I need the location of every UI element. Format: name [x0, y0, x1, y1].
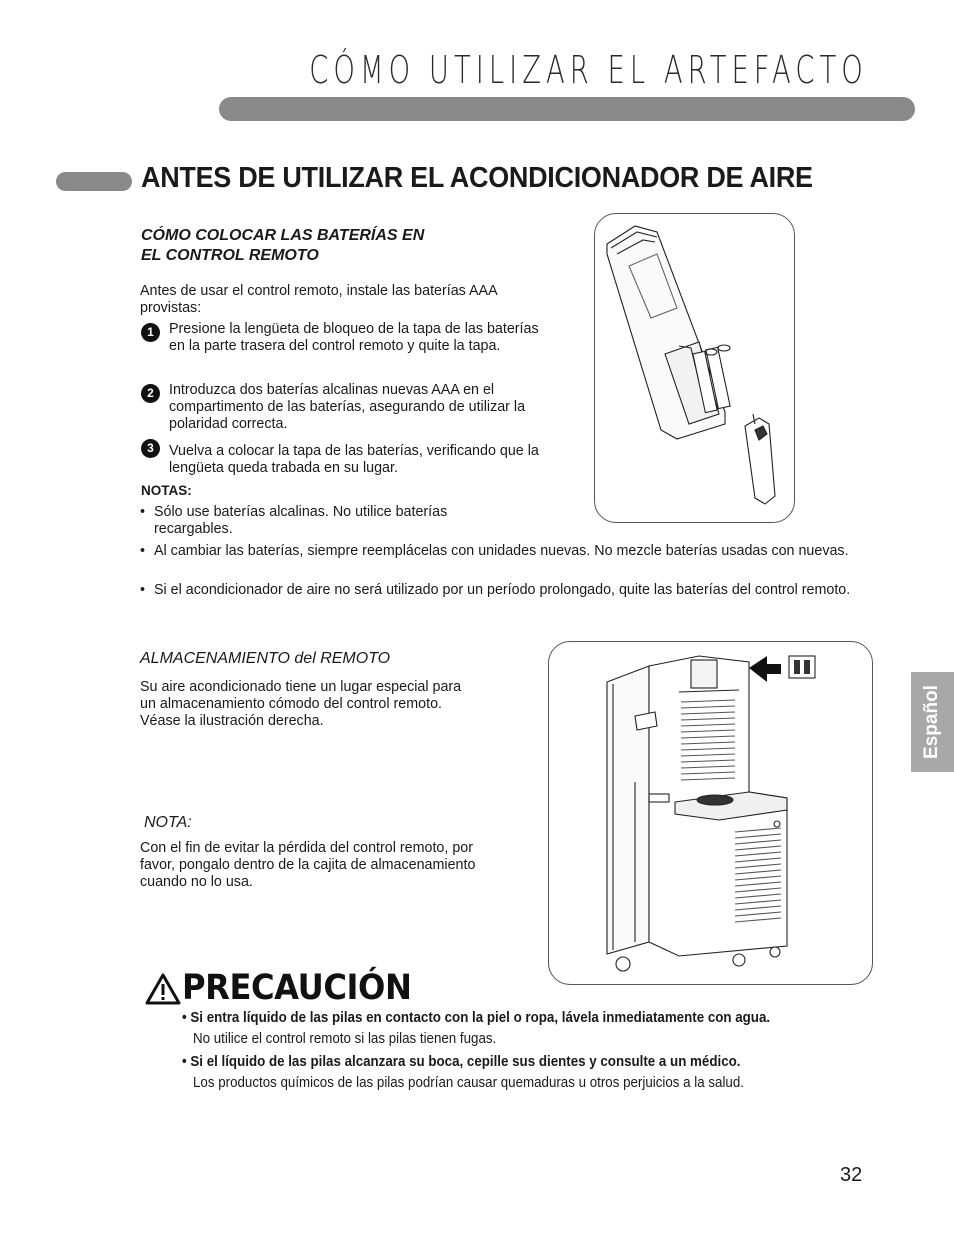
bullet: •	[140, 582, 146, 598]
remote-control-drawing	[595, 214, 794, 522]
caution-item-2-normal: Los productos químicos de las pilas podrían causar quemaduras u otros perjuicios a la salud.	[193, 1075, 744, 1091]
step-number-1: 1	[141, 323, 160, 342]
storage-body: Su aire acondicionado tiene un lugar especial para un almacenamiento cómodo del control remoto. Véase la ilustración derecha.	[140, 679, 462, 729]
caution-title: PRECAUCIÓN	[182, 968, 412, 1008]
note-text: Sólo use baterías alcalinas. No utilice baterías recargables.	[154, 504, 448, 537]
notes-label: NOTAS:	[141, 483, 192, 498]
section-title: ANTES DE UTILIZAR EL ACONDICIONADOR DE AIRE	[141, 162, 813, 194]
page-title: CÓMO UTILIZAR EL ARTEFACTO	[309, 48, 868, 92]
batteries-heading: CÓMO COLOCAR LAS BATERÍAS EN EL CONTROL REMOTO	[141, 227, 425, 264]
section-pill-decoration	[56, 172, 132, 191]
title-bar-decoration	[219, 97, 915, 121]
step-text-2: Introduzca dos baterías alcalinas nuevas AAA en el compartimento de las baterías, asegurando de utilizar la polaridad correcta.	[169, 382, 526, 432]
caution-item-2	[182, 1054, 740, 1070]
caution-item-1-bold: Si entra líquido de las pilas en contacto con la piel o ropa, lávela inmediatamente con agua.	[190, 1010, 771, 1026]
language-tab-label: Español	[921, 685, 942, 759]
nota-heading: NOTA:	[144, 814, 192, 831]
step-text-1: Presione la lengüeta de bloqueo de la tapa de las baterías en la parte trasera del control remoto y quite la tapa.	[169, 321, 539, 354]
nota-body: Con el fin de evitar la pérdida del control remoto, por favor, pongalo dentro de la cajita de almacenamiento cuando no lo usa.	[140, 840, 476, 890]
page-number: 32	[840, 1164, 863, 1186]
caution-item-1	[182, 1010, 770, 1026]
caution-item-1-normal: No utilice el control remoto si las pilas tienen fugas.	[193, 1031, 497, 1047]
note-text: Al cambiar las baterías, siempre reemplácelas con unidades nuevas. No mezcle baterías usadas con nuevas.	[154, 543, 849, 559]
step-text-3: Vuelva a colocar la tapa de las baterías, verificando que la lengüeta queda trabada en su lugar.	[169, 443, 539, 476]
storage-heading: ALMACENAMIENTO del REMOTO	[140, 650, 391, 667]
air-conditioner-illustration	[548, 641, 873, 985]
caution-item-2-bold: Si el líquido de las pilas alcanzara su boca, cepille sus dientes y consulte a un médico.	[190, 1054, 741, 1070]
batteries-intro: Antes de usar el control remoto, instale las baterías AAA provistas:	[140, 283, 497, 316]
remote-battery-illustration	[594, 213, 795, 523]
air-conditioner-drawing	[549, 642, 872, 984]
bullet: •	[140, 543, 146, 559]
note-text: Si el acondicionador de aire no será utilizado por un período prolongado, quite las baterías del control remoto.	[154, 582, 851, 598]
step-number-3: 3	[141, 439, 160, 458]
bullet: •	[182, 1054, 191, 1070]
bullet: •	[140, 504, 146, 520]
bullet: •	[182, 1010, 191, 1026]
step-number-2: 2	[141, 384, 160, 403]
warning-triangle-icon	[145, 973, 181, 1005]
